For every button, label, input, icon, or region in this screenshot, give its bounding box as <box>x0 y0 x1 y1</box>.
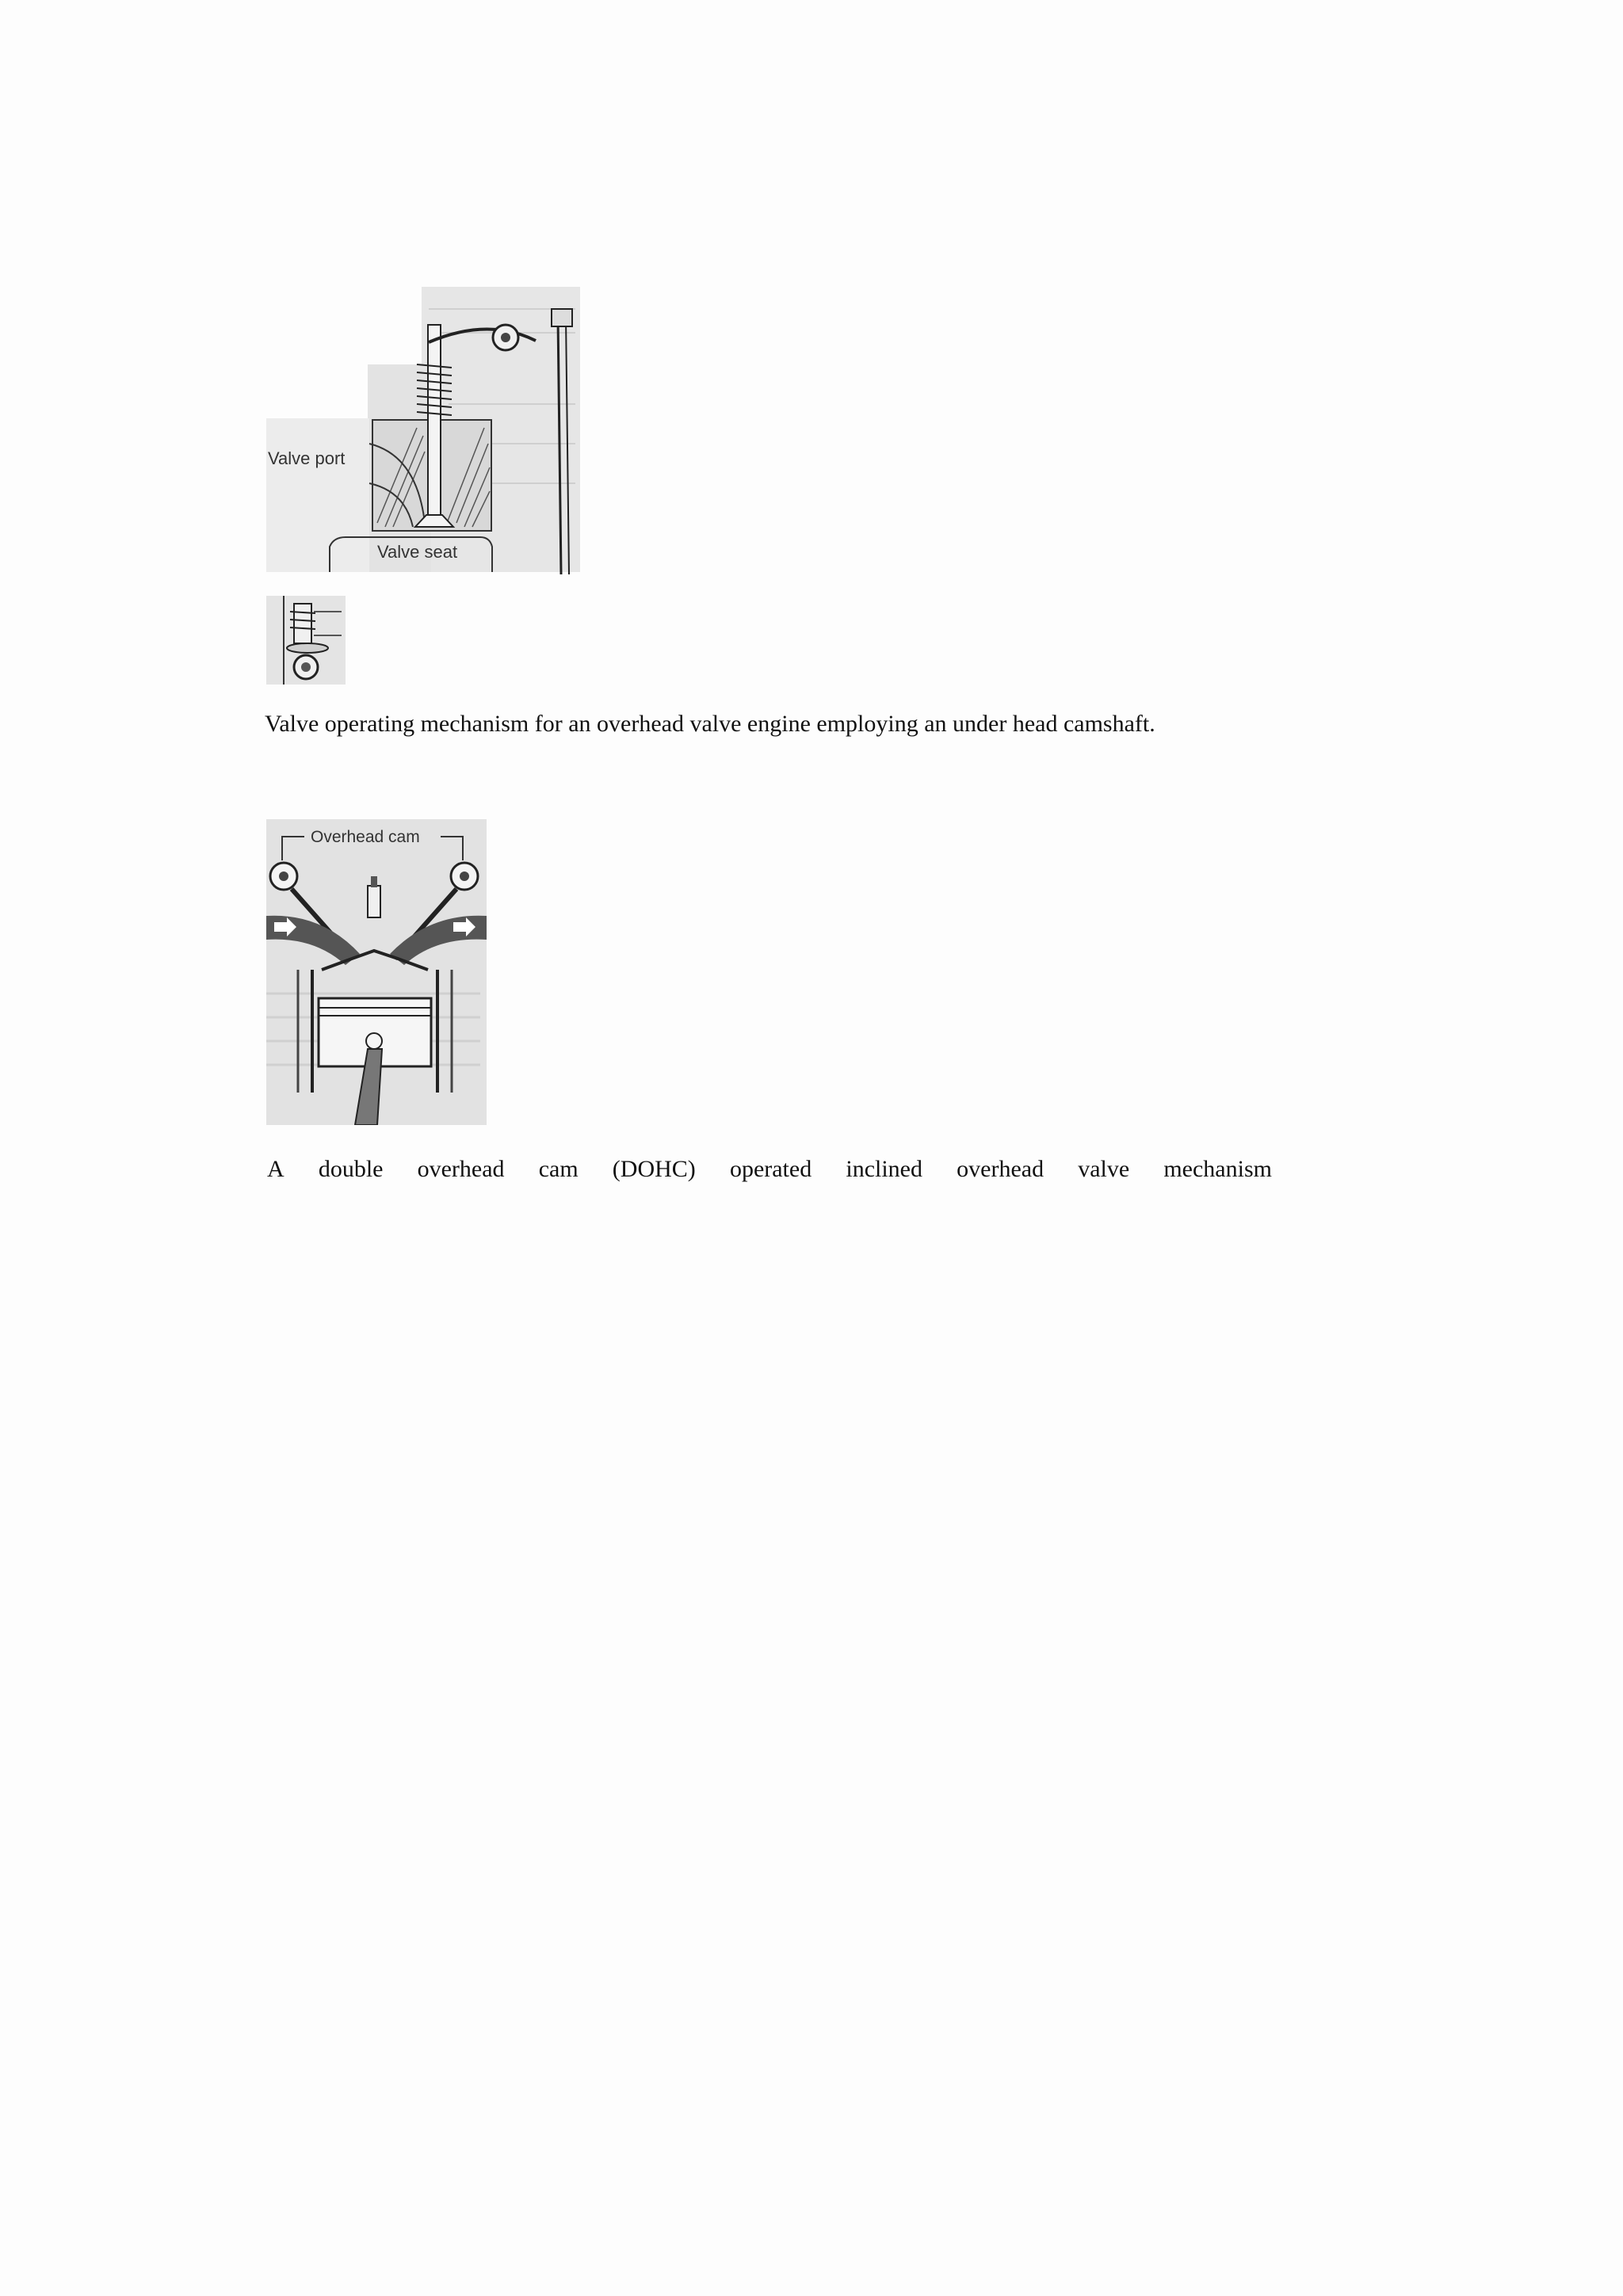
caption-word: overhead <box>417 1156 505 1182</box>
figure-2-caption <box>267 1155 1272 1184</box>
caption-word: valve <box>1078 1156 1130 1182</box>
caption-word: overhead <box>957 1156 1044 1182</box>
caption-word: double <box>318 1156 384 1182</box>
valve-port-label: Valve port <box>268 448 346 468</box>
overhead-cam-label: Overhead cam <box>311 828 420 846</box>
figure-1-caption: Valve operating mechanism for an overhead valve engine employing an under head camshaft. <box>265 711 1155 737</box>
valve-mechanism-figure <box>266 285 583 574</box>
caption-word: mechanism <box>1163 1156 1272 1182</box>
dohc-engine-figure <box>266 819 487 1125</box>
caption-word: (DOHC) <box>612 1156 696 1182</box>
caption-word: cam <box>538 1156 579 1182</box>
valve-seat-label: Valve seat <box>377 542 458 562</box>
caption-word: A <box>267 1156 285 1182</box>
caption-word: inclined <box>846 1156 922 1182</box>
valve-mechanism-fragment <box>266 596 346 685</box>
caption-word: operated <box>729 1156 812 1182</box>
